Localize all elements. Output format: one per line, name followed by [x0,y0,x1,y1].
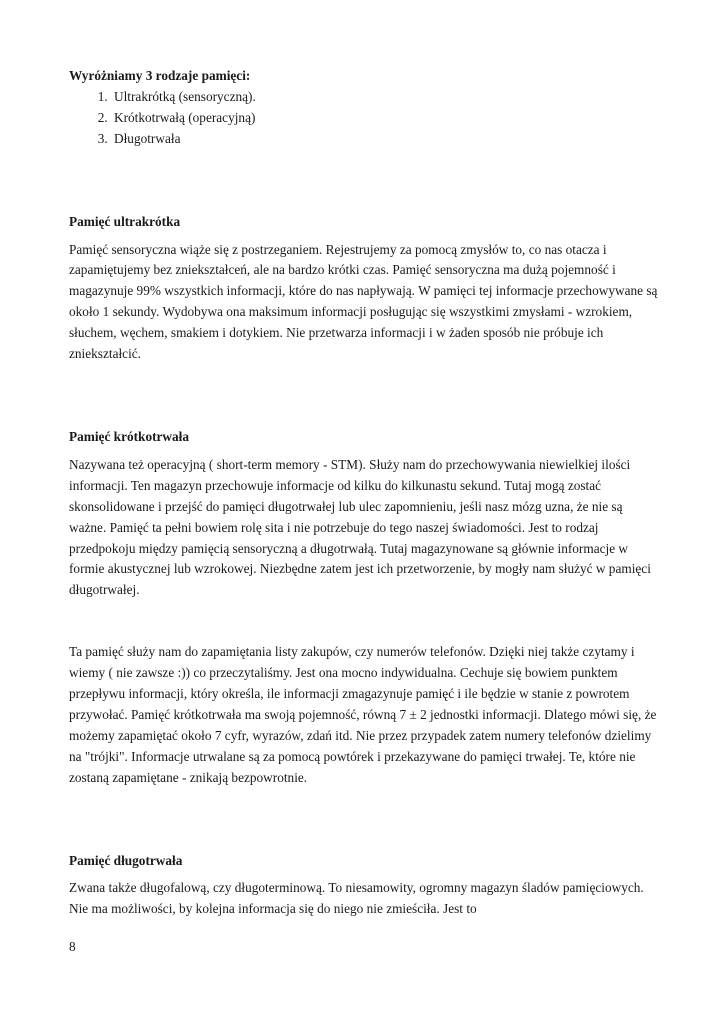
intro-heading: Wyróżniamy 3 rodzaje pamięci: [69,68,251,83]
list-item: 2. Krótkotrwałą (operacyjną) [111,108,659,129]
section-paragraph: Zwana także długofalową, czy długoterminową. To niesamowity, ogromny magazyn śladów pamięciowych. Nie ma możliwości, by kolejna informacja się do niego nie zmieściła. Jest to [69,880,644,917]
section-paragraph: Ta pamięć służy nam do zapamiętania listy zakupów, czy numerów telefonów. Dzięki niej także czytamy i wiemy ( nie zawsze :)) co przeczytaliśmy. Jest ona mocno indywidualna. Cechuje się bowiem punktem przepływu informacji, który określa, ile informacji zmagazynuje pamięć i ile będzie w stanie z powrotem przywołać. Pamięć krótkotrwała ma swoją pojemność, równą 7 ± 2 jednostki informacji. Dlatego mówi się, że możemy zapamiętać około 7 cyfr, wyrazów, zdań itd. Nie przez przypadek zatem numery telefonów dzielimy na "trójki". Informacje utrwalane są za pomocą powtórek i przekazywane do pamięci trwałej. Te, które nie zostaną zapamiętane - znikają bezpowrotnie. [69,644,657,785]
memory-types-list [69,87,659,150]
section-paragraph: Nazywana też operacyjną ( short-term memory - STM). Służy nam do przechowywania niewielkiej ilości informacji. Ten magazyn przechowuje informacje od kilku do kilkunastu sekund. Tutaj mogą zostać skonsolidowane i przejść do pamięci długotrwałej lub ulec zapomnieniu, jeśli nasz mózg uzna, że nie są ważne. Pamięć ta pełni bowiem rolę sita i nie potrzebuje do tego naszej świadomości. Jest to rodzaj przedpokoju między pamięcią sensoryczną a długotrwałą. Tutaj magazynowane są głównie informacje w formie akustycznej lub wzrokowej. Niezbędne zatem jest ich przetworzenie, by mogły nam służyć w pamięci długotrwałej. [69,456,651,598]
document-page [69,66,659,920]
list-item: 1. Ultrakrótką (sensoryczną). [111,87,659,108]
page-number: 8 [69,939,76,954]
section-paragraph: Pamięć sensoryczna wiąże się z postrzeganiem. Rejestrujemy za pomocą zmysłów to, co nas otacza i zapamiętujemy bez zniekształceń, ale na bardzo krótki czas. Pamięć sensoryczna ma dużą pojemność i magazynuje 99% wszystkich informacji, które do nas napływają. W pamięci tej informacje przechowywane są około 1 sekundy. Wydobywa ona maksimum informacji posługując się wszystkimi zmysłami - wzrokiem, słuchem, węchem, smakiem i dotykiem. Nie przetwarza informacji i w żaden sposób nie próbuje ich zniekształcić. [69,241,658,362]
list-item: 3. Długotrwała [111,129,659,150]
section-heading-longterm: Pamięć długotrwała [69,852,183,868]
section-heading-shortterm: Pamięć krótkotrwała [69,428,190,444]
section-heading-ultrashort: Pamięć ultrakrótka [69,213,181,229]
